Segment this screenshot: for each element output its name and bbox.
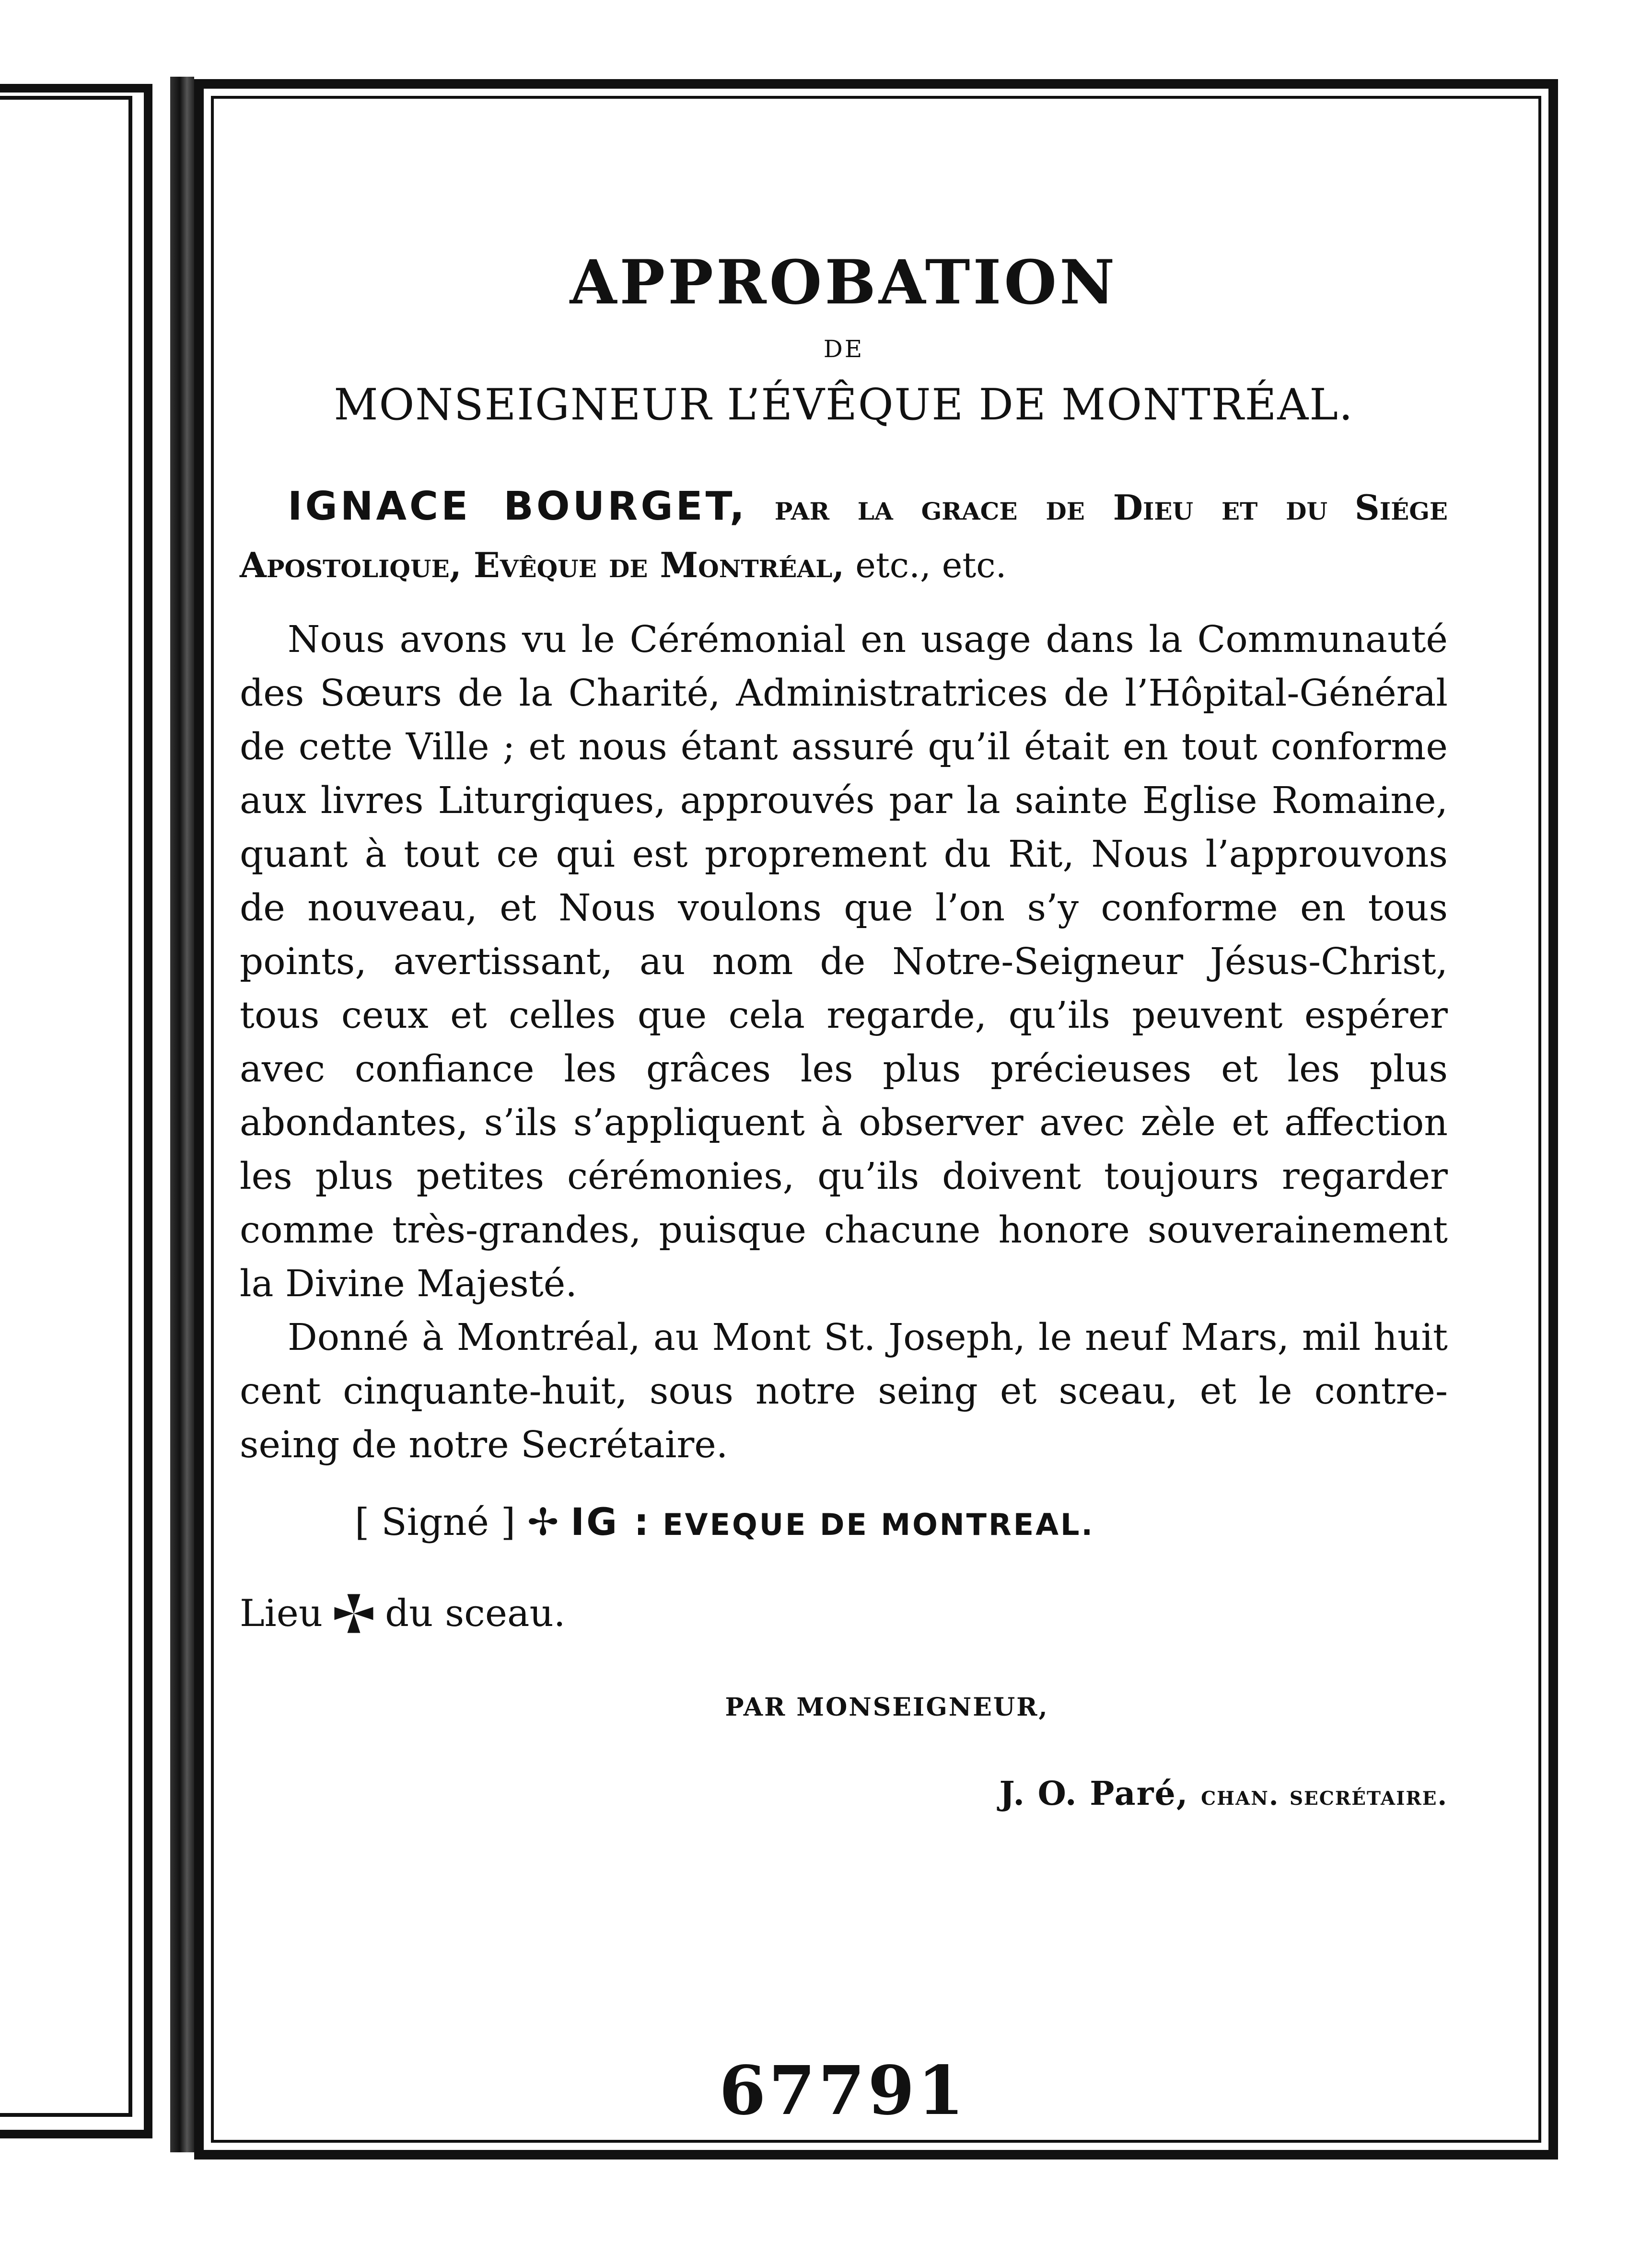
secretary-signature	[240, 1775, 1448, 1813]
seal-label-after: du sceau.	[385, 1591, 566, 1635]
page-title: APPROBATION	[570, 247, 1118, 318]
title-connector: DE	[823, 335, 864, 363]
bishop-signature	[240, 1501, 1448, 1544]
signature-name: IG :	[570, 1500, 651, 1544]
secretary-name: J. O. Paré,	[999, 1774, 1189, 1813]
bishop-title-line1: par la grace de Dieu et du	[774, 487, 1328, 528]
secretary-title: chan. secrétaire.	[1201, 1779, 1448, 1811]
document-page	[240, 249, 1448, 1813]
maltese-cross-icon	[332, 1592, 375, 1635]
catalog-stamp-number: 67791	[719, 2052, 967, 2130]
approbation-paragraph-2: Donné à Montréal, au Mont St. Joseph, le neuf Mars, mil huit cent cinquante-huit, sous notre seing et sceau, et le contre-seing de notre Secrétaire.	[240, 1316, 1448, 1466]
left-page-frame-inner	[0, 96, 132, 2117]
bishop-name: IGNACE BOURGET,	[288, 483, 748, 529]
bishop-heading	[240, 478, 1448, 594]
signature-prefix: [ Signé ]	[355, 1500, 516, 1544]
bishop-title-line2: Siége Apostolique, Evêque de Montréal,	[240, 487, 1448, 585]
page-subtitle: MONSEIGNEUR L’ÉVÊQUE DE MONTRÉAL.	[334, 379, 1354, 430]
scan-gutter-shadow	[170, 77, 194, 2152]
seal-label-before: Lieu	[240, 1591, 323, 1635]
seal-line	[240, 1592, 1448, 1635]
signature-title: EVEQUE DE MONTREAL.	[663, 1507, 1095, 1542]
episcopal-cross-icon: ✢	[527, 1500, 559, 1544]
par-monseigneur: PAR MONSEIGNEUR,	[725, 1692, 1049, 1722]
approbation-text	[240, 613, 1448, 1472]
approbation-paragraph-1: Nous avons vu le Cérémonial en usage dans la Communauté des Sœurs de la Charité, Administratrices de l’Hôpital-Général de cette Ville ; et nous étant assuré qu’il était en tout conforme aux livres Liturgiques, approuvés par la sainte Eglise Romaine, quant à tout ce qui est proprement du Rit, Nous l’approuvons de nouveau, et Nous voulons que l’on s’y conforme en tous points, avertissant, au nom de Notre-Seigneur Jésus-Christ, tous ceux et celles que cela regarde, qu’ils peuvent espérer avec confiance les grâces les plus précieuses et les plus abondantes, s’ils s’appliquent à observer avec zèle et affection les plus petites cérémonies, qu’ils doivent toujours regarder comme très-grandes, puisque chacune honore souverainement la Divine Majesté.	[240, 618, 1448, 1305]
bishop-etc: etc., etc.	[855, 545, 1007, 585]
